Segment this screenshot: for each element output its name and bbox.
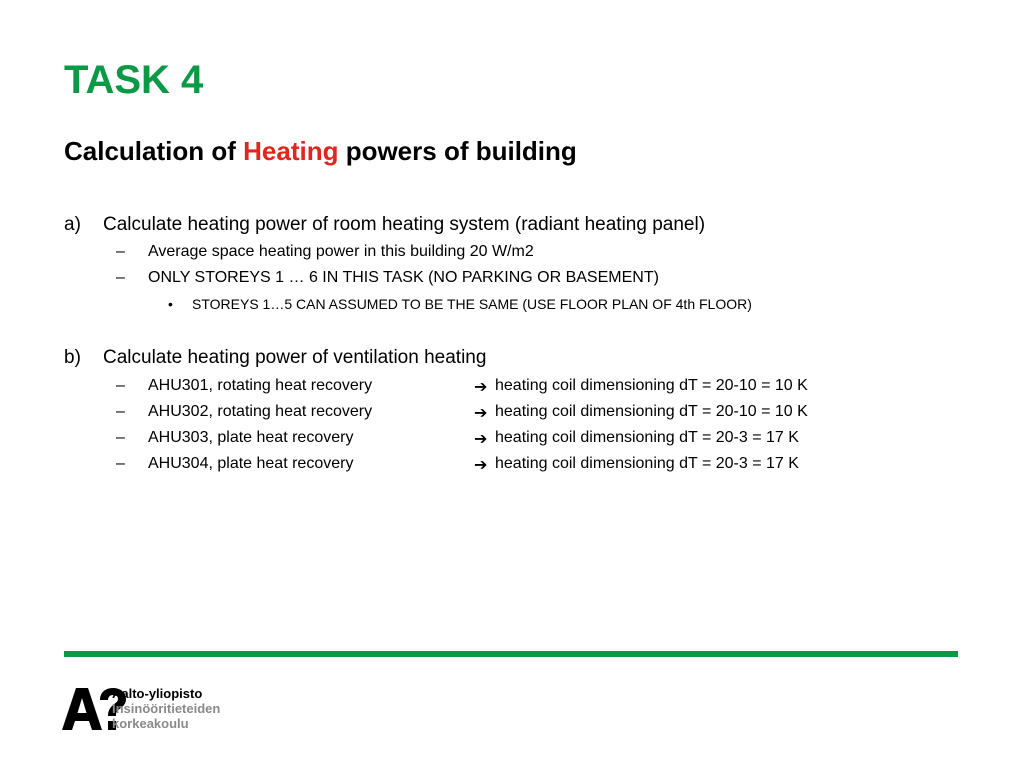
arrow-right-icon: ➔ (474, 431, 488, 448)
section-a-heading: Calculate heating power of room heating system (radiant heating panel) (103, 214, 706, 235)
ahu-note: heating coil dimensioning dT = 20-10 = 10 K (495, 377, 808, 394)
arrow-right-icon: ➔ (474, 405, 488, 422)
subtitle-highlight: Heating (243, 136, 339, 166)
org-line-1: Aalto-yliopisto (112, 686, 203, 701)
ahu-note: heating coil dimensioning dT = 20-3 = 17 K (495, 429, 799, 446)
list-item: Average space heating power in this building 20 W/m2 (148, 243, 534, 260)
list-item-marker: – (116, 243, 125, 260)
section-a-marker: a) (64, 214, 81, 235)
ahu-note: heating coil dimensioning dT = 20-3 = 17 K (495, 455, 799, 472)
arrow-right-icon: ➔ (474, 379, 488, 396)
ahu-note: heating coil dimensioning dT = 20-10 = 10 K (495, 403, 808, 420)
slide-title: TASK 4 (64, 58, 204, 102)
sub-list-bullet: • (168, 296, 173, 312)
organization-name (112, 686, 220, 731)
ahu-item: AHU302, rotating heat recovery (148, 403, 373, 420)
org-line-3: korkeakoulu (112, 716, 189, 731)
list-item-marker: – (116, 377, 125, 394)
list-item: ONLY STOREYS 1 … 6 IN THIS TASK (NO PARKING OR BASEMENT) (148, 269, 659, 286)
ahu-item: AHU303, plate heat recovery (148, 429, 354, 446)
subtitle-suffix: powers of building (338, 136, 577, 166)
sub-list-item: STOREYS 1…5 CAN ASSUMED TO BE THE SAME (USE FLOOR PLAN OF 4th FLOOR) (192, 296, 752, 312)
section-b-marker: b) (64, 347, 81, 368)
org-line-2: Insinööritieteiden (112, 701, 221, 716)
list-item-marker: – (116, 455, 125, 472)
ahu-item: AHU301, rotating heat recovery (148, 377, 373, 394)
list-item-marker: – (116, 429, 125, 446)
list-item-marker: – (116, 269, 125, 286)
slide-subtitle (64, 136, 577, 167)
subtitle-prefix: Calculation of (64, 136, 244, 166)
footer-divider (64, 651, 958, 657)
section-b-heading: Calculate heating power of ventilation heating (103, 347, 487, 368)
list-item-marker: – (116, 403, 125, 420)
ahu-item: AHU304, plate heat recovery (148, 455, 354, 472)
arrow-right-icon: ➔ (474, 457, 488, 474)
